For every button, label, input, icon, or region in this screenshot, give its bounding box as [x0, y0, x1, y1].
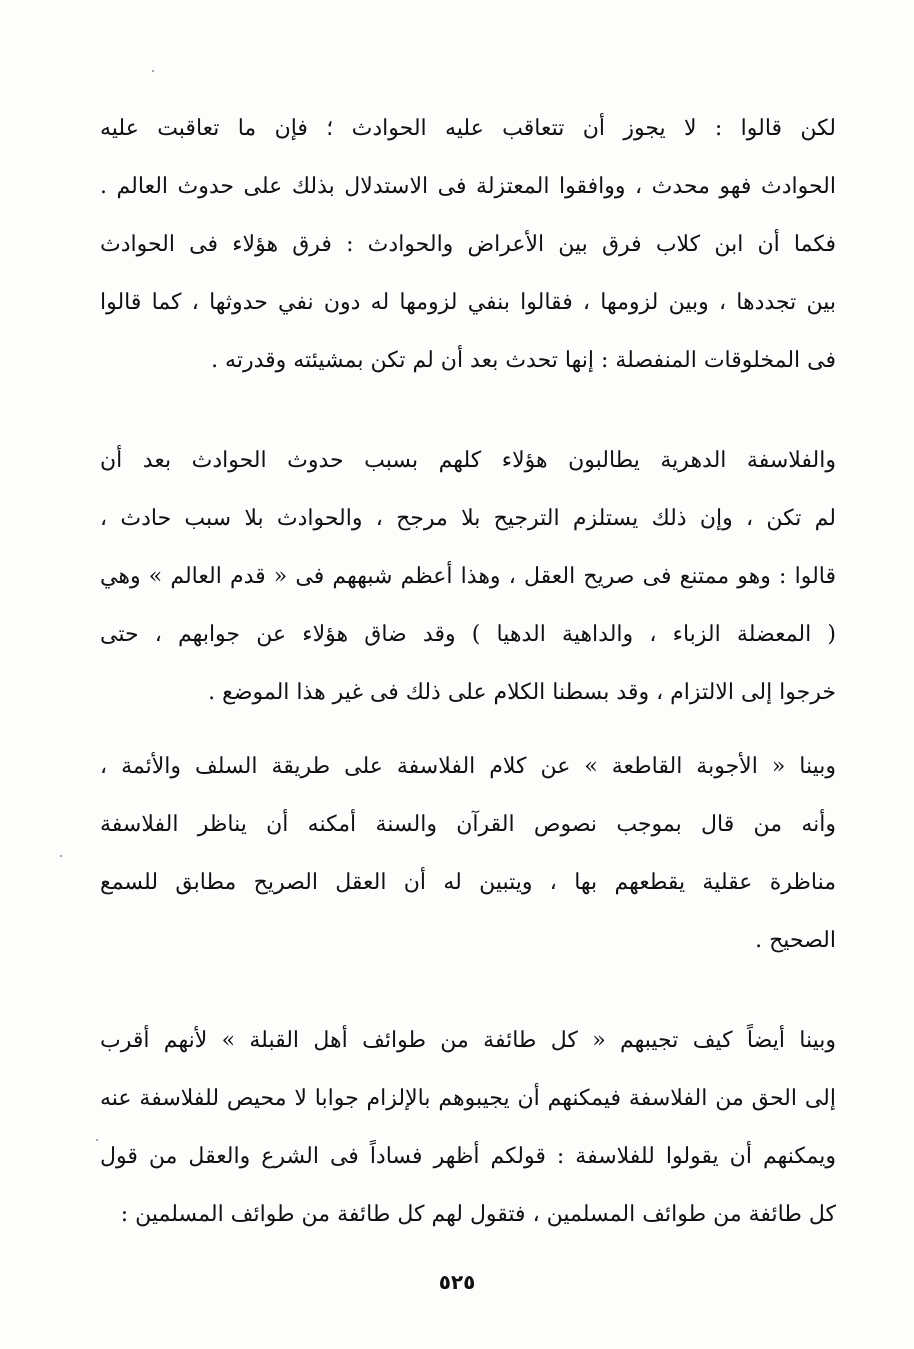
- scan-speck: [96, 1139, 98, 1141]
- text-line: قالوا : وهو ممتنع فى صريح العقل ، وهذا أعظم شبههم فى « قدم العالم » وهي: [100, 564, 836, 589]
- scan-speck: [152, 70, 154, 72]
- text-line: ( المعضلة الزباء ، والداهية الدهيا ) وقد ضاق هؤلاء عن جوابهم ، حتى: [100, 622, 836, 647]
- text-line: كل طائفة من طوائف المسلمين ، فتقول لهم كل طائفة من طوائف المسلمين :: [120, 1202, 836, 1227]
- paragraph-1: [100, 100, 836, 390]
- text-line: وبينا « الأجوبة القاطعة » عن كلام الفلاسفة على طريقة السلف والأئمة ،: [100, 754, 836, 779]
- text-line: وأنه من قال بموجب نصوص القرآن والسنة أمكنه أن يناظر الفلاسفة: [100, 812, 836, 837]
- text-line: ويمكنهم أن يقولوا للفلاسفة : قولكم أظهر فساداً فى الشرع والعقل من قول: [100, 1144, 836, 1169]
- text-line: وبينا أيضاً كيف تجيبهم « كل طائفة من طوائف أهل القبلة » لأنهم أقرب: [100, 1028, 836, 1053]
- paragraph-4: [100, 1012, 836, 1244]
- text-line: مناظرة عقلية يقطعهم بها ، ويتبين له أن العقل الصريح مطابق للسمع: [100, 870, 836, 895]
- text-line: لم تكن ، وإن ذلك يستلزم الترجيح بلا مرجح ، والحوادث بلا سبب حادث ،: [100, 506, 836, 531]
- scan-speck: [60, 855, 62, 857]
- paragraph-3: [100, 738, 836, 970]
- text-line: بين تجددها ، وبين لزومها ، فقالوا بنفي لزومها له دون نفي حدوثها ، كما قالوا: [100, 290, 836, 315]
- text-line: الصحيح .: [755, 928, 836, 953]
- text-line: إلى الحق من الفلاسفة فيمكنهم أن يجيبوهم بالإلزام جوابا لا محيص للفلاسفة عنه: [100, 1086, 836, 1111]
- text-line: فكما أن ابن كلاب فرق بين الأعراض والحوادث : فرق هؤلاء فى الحوادث: [100, 232, 836, 257]
- text-line: خرجوا إلى الالتزام ، وقد بسطنا الكلام على ذلك فى غير هذا الموضع .: [208, 680, 836, 705]
- page-number: ٥٢٥: [438, 1270, 476, 1294]
- paragraph-2: [100, 432, 836, 722]
- text-line: لكن قالوا : لا يجوز أن تتعاقب عليه الحوادث ؛ فإن ما تعاقبت عليه: [100, 116, 836, 141]
- text-line: الحوادث فهو محدث ، ووافقوا المعتزلة فى الاستدلال بذلك على حدوث العالم .: [100, 174, 836, 199]
- text-line: فى المخلوقات المنفصلة : إنها تحدث بعد أن لم تكن بمشيئته وقدرته .: [211, 348, 836, 373]
- text-line: والفلاسفة الدهرية يطالبون هؤلاء كلهم بسبب حدوث الحوادث بعد أن: [100, 448, 836, 473]
